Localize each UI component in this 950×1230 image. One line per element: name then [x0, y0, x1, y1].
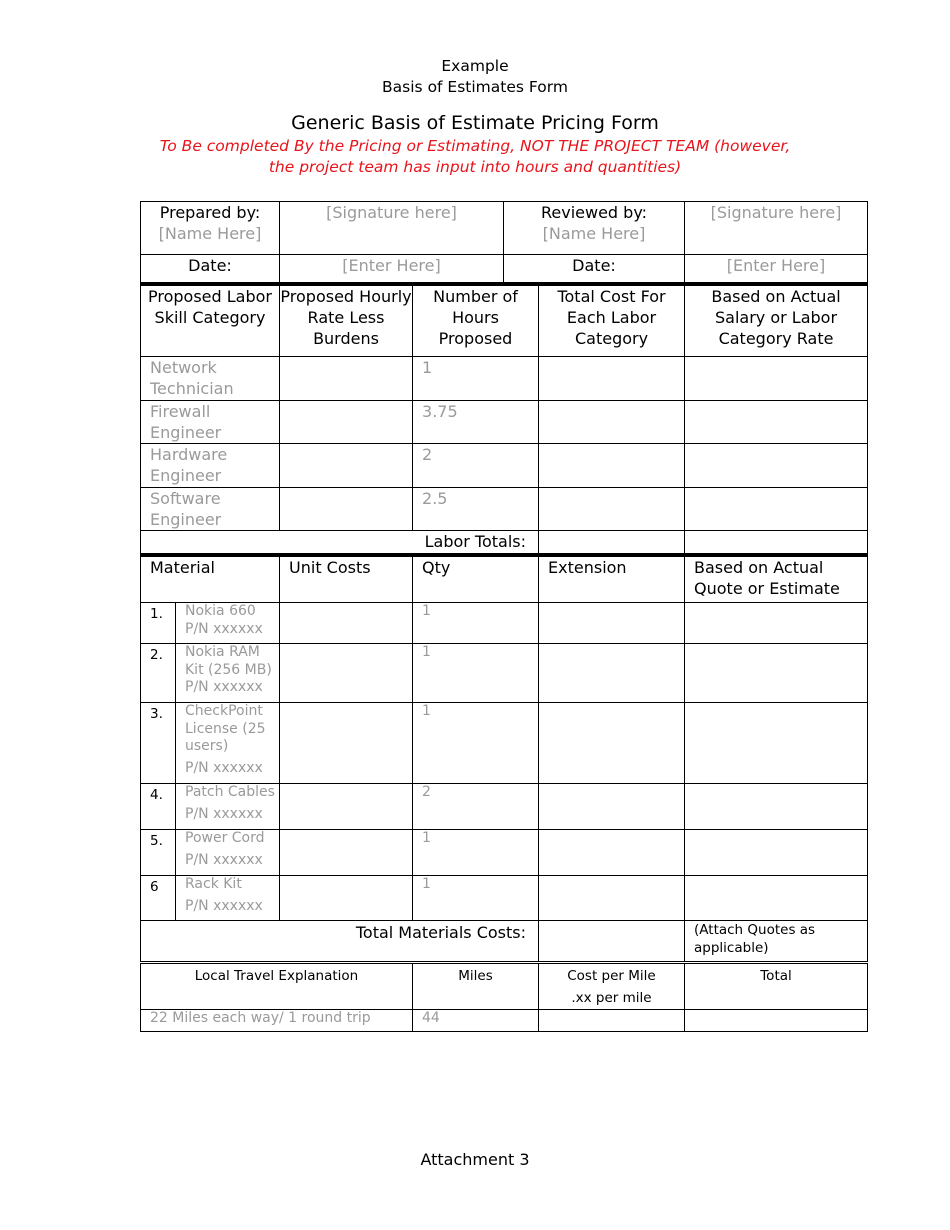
- labor-rate-field[interactable]: [280, 444, 413, 488]
- material-extension-field[interactable]: [539, 703, 685, 784]
- material-basis-field[interactable]: [685, 830, 868, 876]
- reviewed-by-cell: [504, 202, 685, 255]
- material-row: [141, 644, 868, 703]
- labor-category[interactable]: Firewall Engineer: [141, 401, 280, 444]
- material-unit-cost-field[interactable]: [280, 703, 413, 784]
- prepared-signature-field[interactable]: [Signature here]: [280, 202, 504, 255]
- material-unit-cost-field[interactable]: [280, 644, 413, 703]
- material-extension-field[interactable]: [539, 876, 685, 921]
- travel-header-total: Total: [685, 964, 868, 1010]
- material-item[interactable]: [176, 830, 280, 876]
- reviewed-name-field[interactable]: [Name Here]: [542, 224, 646, 243]
- labor-row: [141, 357, 868, 401]
- travel-header-cost-per-mile: [539, 964, 685, 1010]
- labor-basis-field[interactable]: [685, 401, 868, 444]
- labor-header-row: [141, 286, 868, 357]
- travel-explanation[interactable]: 22 Miles each way/ 1 round trip: [141, 1010, 413, 1032]
- material-basis-field[interactable]: [685, 703, 868, 784]
- labor-basis-field[interactable]: [685, 488, 868, 531]
- prepared-date-label: Date:: [141, 255, 280, 284]
- materials-header-extension: Extension: [539, 555, 685, 603]
- form-example-label: Example: [441, 57, 509, 75]
- signoff-table: [140, 201, 868, 286]
- material-item[interactable]: [176, 644, 280, 703]
- labor-totals-row: [141, 531, 868, 555]
- material-row: [141, 830, 868, 876]
- prepared-date-field[interactable]: [Enter Here]: [280, 255, 504, 284]
- labor-totals-field[interactable]: [539, 531, 685, 555]
- reviewed-signature-field[interactable]: [Signature here]: [685, 202, 868, 255]
- travel-header-explanation: Local Travel Explanation: [141, 964, 413, 1010]
- material-name: Patch Cables: [185, 784, 275, 800]
- material-extension-field[interactable]: [539, 830, 685, 876]
- labor-header-hours: Number of Hours Proposed: [413, 286, 539, 357]
- material-item[interactable]: [176, 703, 280, 784]
- labor-hours[interactable]: 2.5: [413, 488, 539, 531]
- material-row: [141, 703, 868, 784]
- pricing-table: [140, 285, 868, 962]
- labor-row: [141, 444, 868, 488]
- instruction-note-line2: the project team has input into hours and quantities): [268, 158, 682, 176]
- reviewed-date-label: Date:: [504, 255, 685, 284]
- travel-total-field[interactable]: [685, 1010, 868, 1032]
- material-part-number: P/N xxxxxx: [185, 679, 263, 695]
- labor-rate-field[interactable]: [280, 488, 413, 531]
- material-extension-field[interactable]: [539, 784, 685, 830]
- attach-quotes-note: (Attach Quotes as applicable): [685, 921, 868, 962]
- labor-header-rate: Proposed Hourly Rate Less Burdens: [280, 286, 413, 357]
- instruction-note-line1: To Be completed By the Pricing or Estimating, NOT THE PROJECT TEAM (however,: [159, 137, 791, 155]
- labor-row: [141, 488, 868, 531]
- material-number: 5.: [141, 830, 176, 876]
- materials-header-unit-costs: Unit Costs: [280, 555, 413, 603]
- travel-cost-field[interactable]: [539, 1010, 685, 1032]
- cost-per-mile-note: .xx per mile: [571, 990, 652, 1006]
- labor-header-category: Proposed Labor Skill Category: [141, 286, 280, 357]
- labor-category[interactable]: Software Engineer: [141, 488, 280, 531]
- reviewed-by-label: Reviewed by:: [540, 203, 648, 222]
- labor-totals-label: Labor Totals:: [141, 531, 539, 555]
- form-title: Generic Basis of Estimate Pricing Form: [291, 112, 659, 134]
- material-number: 1.: [141, 603, 176, 644]
- labor-category[interactable]: Network Technician: [141, 357, 280, 401]
- material-unit-cost-field[interactable]: [280, 603, 413, 644]
- travel-header-row: [141, 964, 868, 1010]
- prepared-by-label: Prepared by:: [159, 203, 261, 222]
- labor-basis-field[interactable]: [685, 444, 868, 488]
- material-part-number: P/N xxxxxx: [185, 805, 263, 822]
- material-qty[interactable]: 1: [413, 830, 539, 876]
- material-row: [141, 784, 868, 830]
- labor-hours[interactable]: 3.75: [413, 401, 539, 444]
- material-basis-field[interactable]: [685, 603, 868, 644]
- material-number: 6: [141, 876, 176, 921]
- material-basis-field[interactable]: [685, 784, 868, 830]
- labor-header-basis: Based on Actual Salary or Labor Category Rate: [685, 286, 868, 357]
- material-basis-field[interactable]: [685, 644, 868, 703]
- date-row: [141, 255, 868, 284]
- labor-row: [141, 401, 868, 444]
- material-name: Nokia RAM Kit (256 MB): [185, 644, 272, 678]
- material-qty[interactable]: 1: [413, 876, 539, 921]
- signoff-row: [141, 202, 868, 255]
- material-unit-cost-field[interactable]: [280, 830, 413, 876]
- labor-total-field[interactable]: [539, 357, 685, 401]
- labor-basis-field[interactable]: [685, 357, 868, 401]
- materials-totals-label: Total Materials Costs:: [141, 921, 539, 962]
- labor-rate-field[interactable]: [280, 357, 413, 401]
- travel-table: [140, 963, 868, 1032]
- materials-header-qty: Qty: [413, 555, 539, 603]
- prepared-name-field[interactable]: [Name Here]: [158, 224, 262, 243]
- material-qty[interactable]: 1: [413, 644, 539, 703]
- material-row: [141, 876, 868, 921]
- material-name: Nokia 660: [185, 603, 256, 619]
- labor-rate-field[interactable]: [280, 401, 413, 444]
- material-name: CheckPoint License (25 users): [185, 703, 266, 754]
- material-unit-cost-field[interactable]: [280, 784, 413, 830]
- labor-category[interactable]: Hardware Engineer: [141, 444, 280, 488]
- labor-hours[interactable]: 1: [413, 357, 539, 401]
- materials-totals-field[interactable]: [539, 921, 685, 962]
- form-subtitle: Basis of Estimates Form: [382, 78, 568, 96]
- prepared-by-cell: [141, 202, 280, 255]
- labor-total-field[interactable]: [539, 444, 685, 488]
- material-item[interactable]: [176, 603, 280, 644]
- material-part-number: P/N xxxxxx: [185, 851, 263, 868]
- material-number: 2.: [141, 644, 176, 703]
- materials-totals-row: [141, 921, 868, 962]
- material-part-number: P/N xxxxxx: [185, 759, 263, 776]
- material-extension-field[interactable]: [539, 603, 685, 644]
- material-number: 3.: [141, 703, 176, 784]
- material-item[interactable]: [176, 784, 280, 830]
- labor-totals-basis-field[interactable]: [685, 531, 868, 555]
- travel-row: [141, 1010, 868, 1032]
- materials-header-material: Material: [141, 555, 280, 603]
- material-number: 4.: [141, 784, 176, 830]
- reviewed-date-field[interactable]: [Enter Here]: [685, 255, 868, 284]
- labor-total-field[interactable]: [539, 401, 685, 444]
- travel-miles[interactable]: 44: [413, 1010, 539, 1032]
- labor-total-field[interactable]: [539, 488, 685, 531]
- material-qty[interactable]: 1: [413, 603, 539, 644]
- material-qty[interactable]: 1: [413, 703, 539, 784]
- material-qty[interactable]: 2: [413, 784, 539, 830]
- materials-header-row: [141, 555, 868, 603]
- material-part-number: P/N xxxxxx: [185, 620, 263, 637]
- material-name: Rack Kit: [185, 876, 242, 892]
- material-extension-field[interactable]: [539, 644, 685, 703]
- labor-header-total: Total Cost For Each Labor Category: [539, 286, 685, 357]
- material-unit-cost-field[interactable]: [280, 876, 413, 921]
- material-basis-field[interactable]: [685, 876, 868, 921]
- attachment-label: Attachment 3: [420, 1150, 530, 1169]
- travel-header-miles: Miles: [413, 964, 539, 1010]
- material-item[interactable]: [176, 876, 280, 921]
- materials-header-basis: Based on Actual Quote or Estimate: [685, 555, 868, 603]
- material-row: [141, 603, 868, 644]
- material-part-number: P/N xxxxxx: [185, 897, 263, 914]
- material-name: Power Cord: [185, 830, 265, 846]
- labor-hours[interactable]: 2: [413, 444, 539, 488]
- cost-per-mile-label: Cost per Mile: [567, 968, 656, 984]
